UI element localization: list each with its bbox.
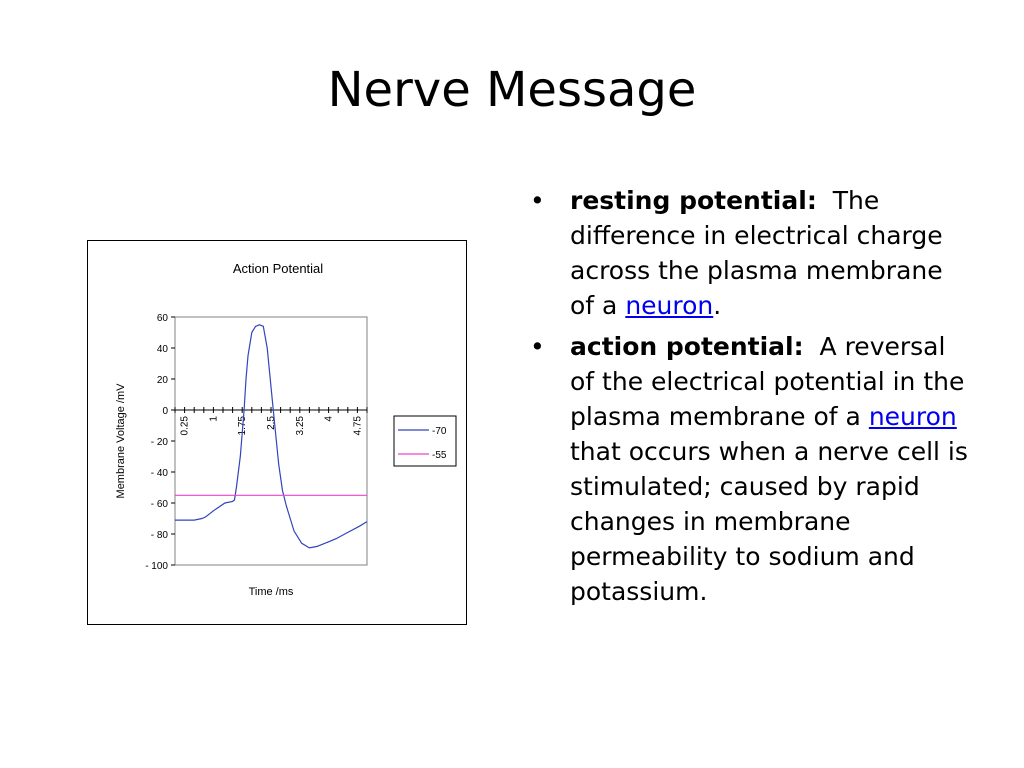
y-tick-label: 40: [156, 344, 168, 355]
y-tick-label: 0: [162, 406, 168, 417]
y-tick-label: - 80: [150, 530, 168, 541]
x-tick-label: 0.25: [179, 416, 191, 436]
bullet-text: A reversal of the electrical potential in the plasma membrane of a: [570, 332, 965, 431]
y-tick-label: 20: [156, 375, 168, 386]
bullet-resting-potential: [530, 183, 970, 323]
y-axis-label: Membrane Voltage /mV: [115, 383, 127, 499]
neuron-link[interactable]: neuron: [625, 291, 714, 320]
y-tick-label: - 40: [150, 468, 168, 479]
y-tick-label: - 60: [150, 499, 168, 510]
x-tick-label: 1.75: [237, 416, 249, 436]
bullet-term: resting potential:: [570, 186, 817, 215]
bullet-action-potential: [530, 329, 970, 609]
bullet-text-end: .: [713, 291, 722, 320]
y-tick-label: - 100: [145, 561, 168, 572]
bullet-term: action potential:: [570, 332, 804, 361]
series-line-0: [175, 325, 367, 548]
chart-svg: [88, 241, 468, 626]
neuron-link[interactable]: neuron: [868, 402, 957, 431]
x-tick-label: 2.5: [266, 416, 277, 430]
slide-title: Nerve Message: [327, 62, 697, 118]
x-tick-label: 4.75: [352, 416, 364, 436]
y-tick-label: - 20: [150, 437, 168, 448]
bullet-text: The difference in electrical charge across the plasma membrane of a: [570, 186, 943, 320]
legend-label: -55: [432, 450, 447, 461]
bullet-text-end: that occurs when a nerve cell is stimulated; caused by rapid changes in membrane permeability to sodium and potassium.: [570, 437, 968, 606]
bullet-list: [530, 183, 970, 615]
bullet-dot: •: [530, 332, 545, 361]
chart-title: Action Potential: [232, 261, 324, 276]
x-tick-label: 3.25: [294, 416, 306, 436]
x-axis-label: Time /ms: [248, 586, 294, 598]
action-potential-chart: [87, 240, 467, 625]
plot-area: [175, 317, 367, 565]
bullet-dot: •: [530, 186, 545, 215]
x-tick-label: 4: [323, 416, 335, 422]
y-tick-label: 60: [156, 313, 168, 324]
legend-label: -70: [432, 426, 447, 437]
x-tick-label: 1: [208, 416, 220, 422]
legend-box: [394, 416, 456, 466]
